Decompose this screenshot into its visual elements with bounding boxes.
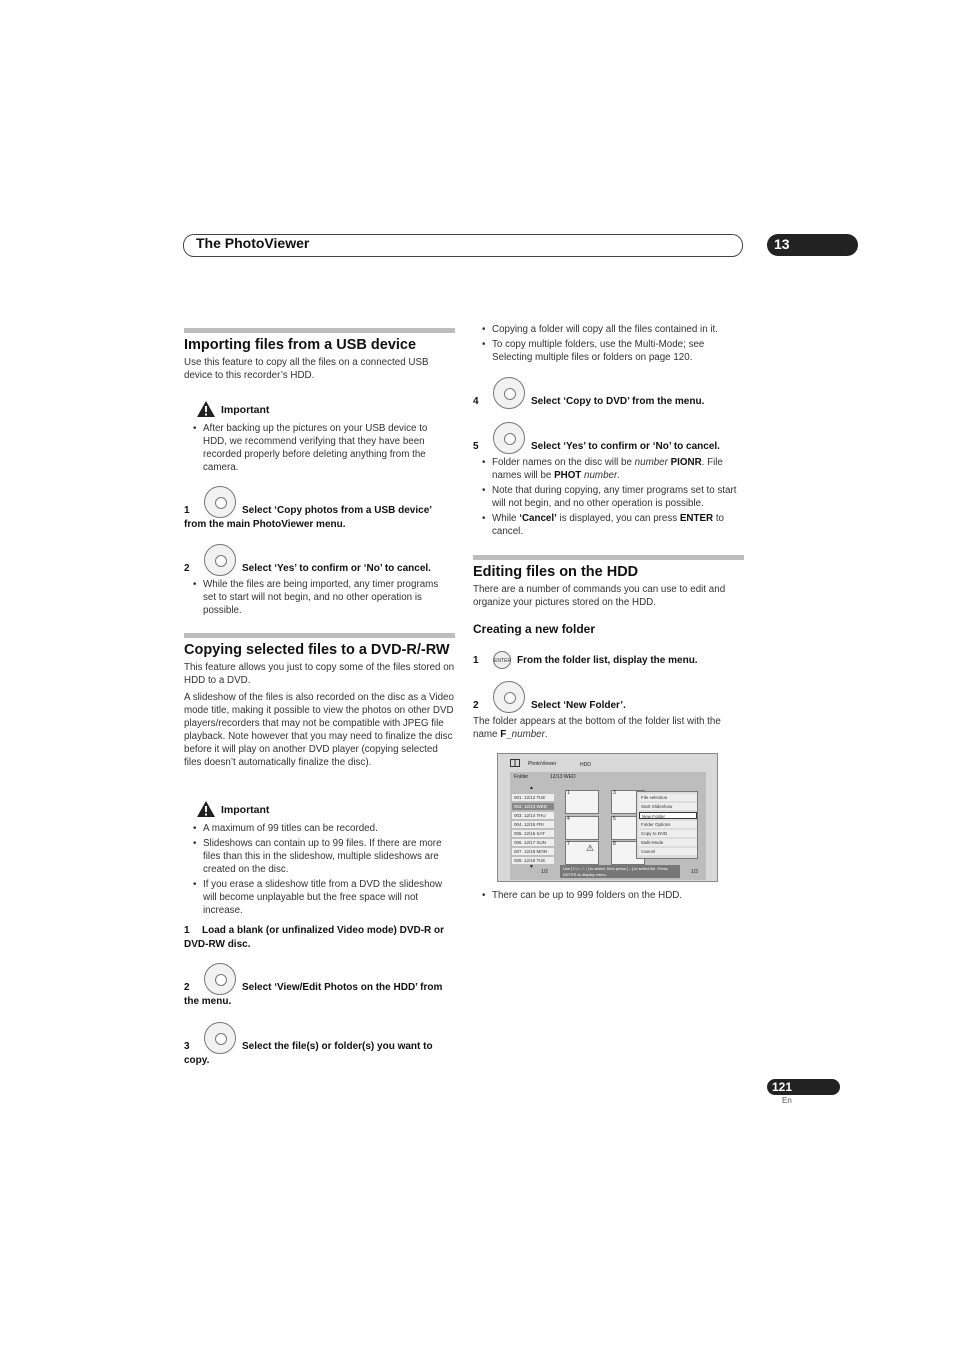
folder-row: 003. 12/14 THU xyxy=(512,812,554,819)
list-item: • Copying a folder will copy all the files contained in it. xyxy=(481,323,745,336)
step-2: 2 Select ‘View/Edit Photos on the HDD’ from the menu. xyxy=(184,982,443,1007)
copy-notes xyxy=(481,323,745,366)
list-item: • Folder names on the disc will be number PIONR. File names will be PHOT number. xyxy=(481,456,745,482)
chapter-number: 13 xyxy=(767,234,858,256)
step-5: 5 Select ‘Yes’ to confirm or ‘No’ to cancel. xyxy=(473,441,720,452)
menu-item: File selection xyxy=(639,794,697,801)
step-2-notes xyxy=(192,578,454,619)
thumb-number: 4 xyxy=(567,816,570,822)
section-rule xyxy=(184,328,455,333)
folder-row: 008. 12/19 TUE xyxy=(512,857,554,864)
folder-row: 002. 12/13 WED xyxy=(512,803,554,810)
folder-date: 12/13 WED xyxy=(550,774,576,780)
scroll-down-icon: ▼ xyxy=(529,864,534,870)
menu-item: Start Slideshow xyxy=(639,803,697,810)
warning-icon: ⚠ xyxy=(586,843,595,853)
step-1: 1 Select ‘Copy photos from a USB device’ from the main PhotoViewer menu. xyxy=(184,505,432,530)
new-folder-result: The folder appears at the bottom of the folder list with the name F_number. xyxy=(473,716,721,740)
heading-editing-files: Editing files on the HDD xyxy=(473,564,639,580)
list-item: • After backing up the pictures on your USB device to HDD, we recommend verifying that they have been recorded properly before deleting anything from the camera. xyxy=(192,422,454,474)
list-item: • While ‘Cancel’ is displayed, you can press ENTER to cancel. xyxy=(481,512,745,538)
folder-row: 006. 12/17 SUN xyxy=(512,839,554,846)
important-label: Important xyxy=(221,404,270,416)
menu-item-selected: New Folder xyxy=(639,812,697,819)
language-code: En xyxy=(782,1096,792,1105)
photo-icon xyxy=(510,759,520,767)
list-item: • A maximum of 99 titles can be recorded. xyxy=(192,822,454,835)
thumb-number: 5 xyxy=(613,816,616,822)
important-list xyxy=(192,822,454,919)
step-3: 3 Select the file(s) or folder(s) you want to copy. xyxy=(184,1041,433,1066)
intro-import-usb: Use this feature to copy all the files on a connected USB device to this recorder’s HDD. xyxy=(184,357,429,381)
help-bar: Use [↑/↓/←/→] to select, then press [→] to select file. Press ENTER to display menu. xyxy=(560,865,680,878)
thumb-number: 7 xyxy=(567,841,570,847)
heading-copy-dvd: Copying selected files to a DVD-R/-RW xyxy=(184,642,450,658)
folder-row: 001. 12/12 TUE xyxy=(512,794,554,801)
menu-item: Copy to DVD xyxy=(639,830,697,837)
screen-title: PhotoViewer xyxy=(528,761,557,767)
scroll-up-icon: ▲ xyxy=(529,785,534,791)
photoviewer-screenshot xyxy=(497,753,718,882)
page-indicator-right: 1/3 xyxy=(691,869,698,875)
thumb-number: 1 xyxy=(567,790,570,796)
list-item: • If you erase a slideshow title from a DVD the slideshow will become unplayable but the free space will not increase. xyxy=(192,878,454,917)
intro-copy-dvd-1: This feature allows you just to copy some of the files stored on HDD to a DVD. xyxy=(184,662,455,686)
enter-button-icon: ENTER xyxy=(493,651,511,669)
list-item: • There can be up to 999 folders on the HDD. xyxy=(481,889,745,902)
menu-item: Cancel xyxy=(639,848,697,855)
step-1: 1 Load a blank (or unfinalized Video mode) DVD-R or DVD-RW disc. xyxy=(184,925,445,950)
heading-import-usb: Importing files from a USB device xyxy=(184,337,417,353)
folder-row: 007. 12/18 MON xyxy=(512,848,554,855)
step-4: 4 Select ‘Copy to DVD’ from the menu. xyxy=(473,396,705,407)
list-item: • While the files are being imported, any timer programs set to start will not begin, and no other operation is possible. xyxy=(192,578,454,617)
folder-row: 004. 12/15 FRI xyxy=(512,821,554,828)
menu-item: Folder Options xyxy=(639,821,697,828)
warning-icon xyxy=(196,400,216,418)
step-5-notes xyxy=(481,456,745,540)
menu-item: Multi-Mode xyxy=(639,839,697,846)
folder-row: 005. 12/16 SAT xyxy=(512,830,554,837)
page-number: 121 xyxy=(767,1079,840,1095)
important-list xyxy=(192,422,454,476)
thumb-number: 3 xyxy=(613,790,616,796)
section-rule xyxy=(184,633,455,638)
thumb-number: 8 xyxy=(613,841,616,847)
thumbnail xyxy=(565,790,599,814)
intro-editing-files: There are a number of commands you can use to edit and organize your pictures stored on the HDD. xyxy=(473,584,726,608)
folder-limit-note xyxy=(481,889,745,904)
step-2: 2 Select ‘Yes’ to confirm or ‘No’ to cancel. xyxy=(184,563,431,574)
screen-source: HDD xyxy=(580,762,591,768)
list-item: • To copy multiple folders, use the Multi-Mode; see Selecting multiple files or folders on page 120. xyxy=(481,338,745,364)
section-rule xyxy=(473,555,744,560)
subheading-new-folder: Creating a new folder xyxy=(473,622,596,636)
page-indicator-left: 1/2 xyxy=(541,869,548,875)
section-title: The PhotoViewer xyxy=(196,235,310,251)
step-1: 1 From the folder list, display the menu. xyxy=(473,655,698,666)
folder-label: Folder xyxy=(514,774,529,780)
list-item: • Slideshows can contain up to 99 files. If there are more files than this in the slideshow, multiple slideshows are created on the disc. xyxy=(192,837,454,876)
context-menu xyxy=(636,791,698,859)
warning-icon xyxy=(196,800,216,818)
important-label: Important xyxy=(221,804,270,816)
intro-copy-dvd-2: A slideshow of the files is also recorded on the disc as a Video mode title, making it possible to view the photos on other DVD players/recorders that may not be compatible with JPEG file playback. Note however that you may need to finalize the disc before it will play on another DVD player (copying selected files doesn’t automatically finalize the disc). xyxy=(184,692,454,768)
step-2: 2 Select ‘New Folder’. xyxy=(473,700,626,711)
thumbnail xyxy=(565,816,599,840)
list-item: • Note that during copying, any timer programs set to start will not begin, and no other operation is possible. xyxy=(481,484,745,510)
